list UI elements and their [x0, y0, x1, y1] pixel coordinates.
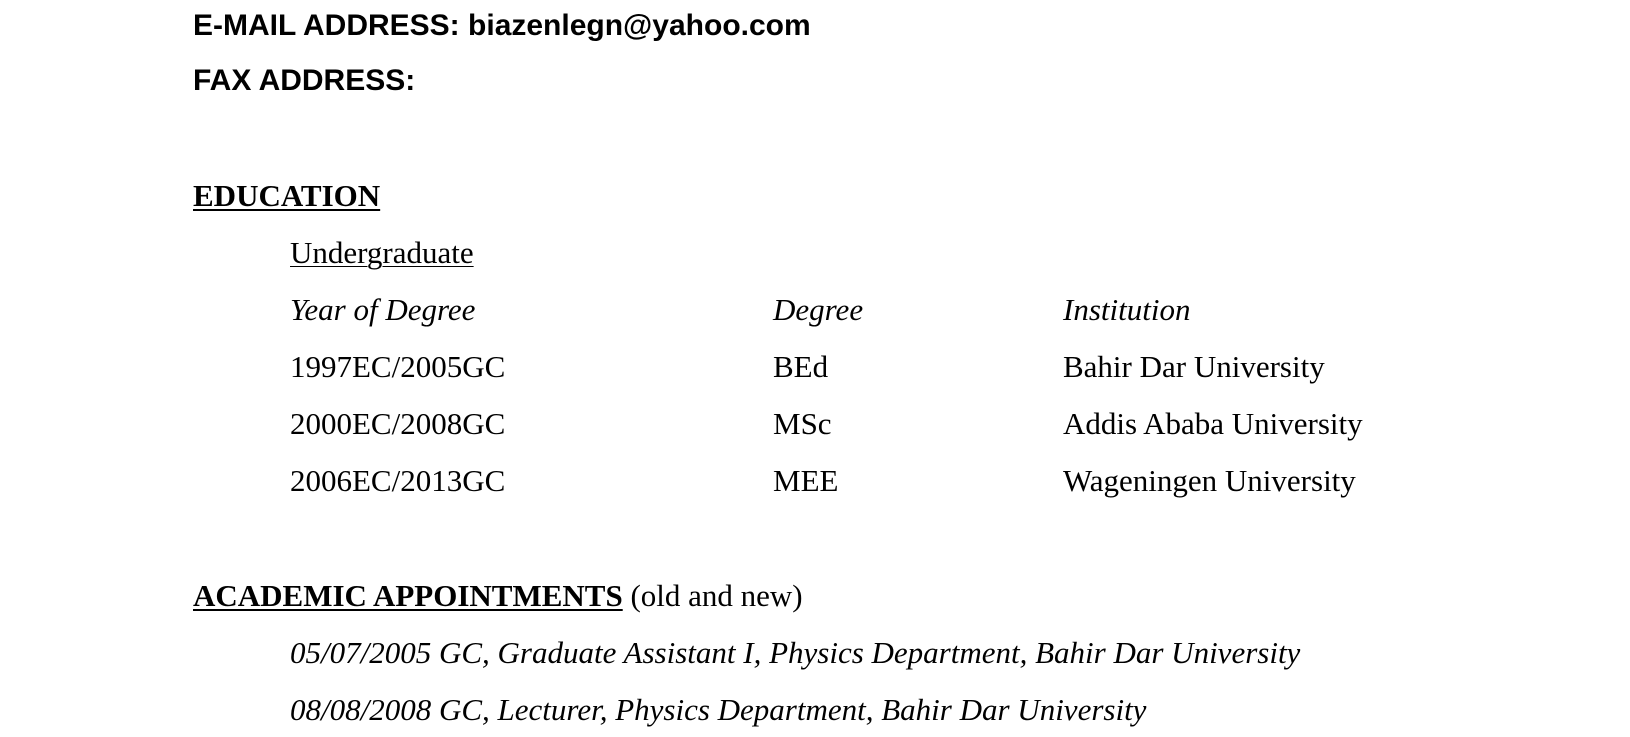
appointments-heading: ACADEMIC APPOINTMENTS: [193, 578, 623, 613]
fax-label: FAX ADDRESS:: [193, 64, 416, 97]
appointments-heading-line: [193, 578, 803, 614]
undergraduate-subheading: Undergraduate: [290, 235, 474, 270]
education-row-2-institution: Addis Ababa University: [1063, 406, 1363, 441]
education-row-2-degree: MSc: [773, 406, 832, 441]
education-row-1-degree: BEd: [773, 349, 829, 384]
email-line: [193, 8, 811, 44]
education-row-3-degree: MEE: [773, 463, 839, 498]
education-row-3-year: 2006EC/2013GC: [290, 463, 506, 498]
education-heading: EDUCATION: [193, 178, 381, 213]
education-row-2-year: 2000EC/2008GC: [290, 406, 506, 441]
fax-line: [193, 63, 415, 99]
column-header-year: Year of Degree: [290, 292, 476, 327]
education-row-1-year: 1997EC/2005GC: [290, 349, 506, 384]
email-value: biazenlegn@yahoo.com: [468, 9, 811, 42]
column-header-institution: Institution: [1063, 292, 1191, 327]
education-row-1-institution: Bahir Dar University: [1063, 349, 1325, 384]
column-header-degree: Degree: [773, 292, 864, 327]
education-row-3-institution: Wageningen University: [1063, 463, 1356, 498]
appointment-item-1: 05/07/2005 GC, Graduate Assistant I, Physics Department, Bahir Dar University: [290, 635, 1301, 670]
appointments-note: (old and new): [630, 578, 803, 613]
appointment-item-2: 08/08/2008 GC, Lecturer, Physics Department, Bahir Dar University: [290, 692, 1147, 727]
email-label: E-MAIL ADDRESS:: [193, 9, 460, 42]
